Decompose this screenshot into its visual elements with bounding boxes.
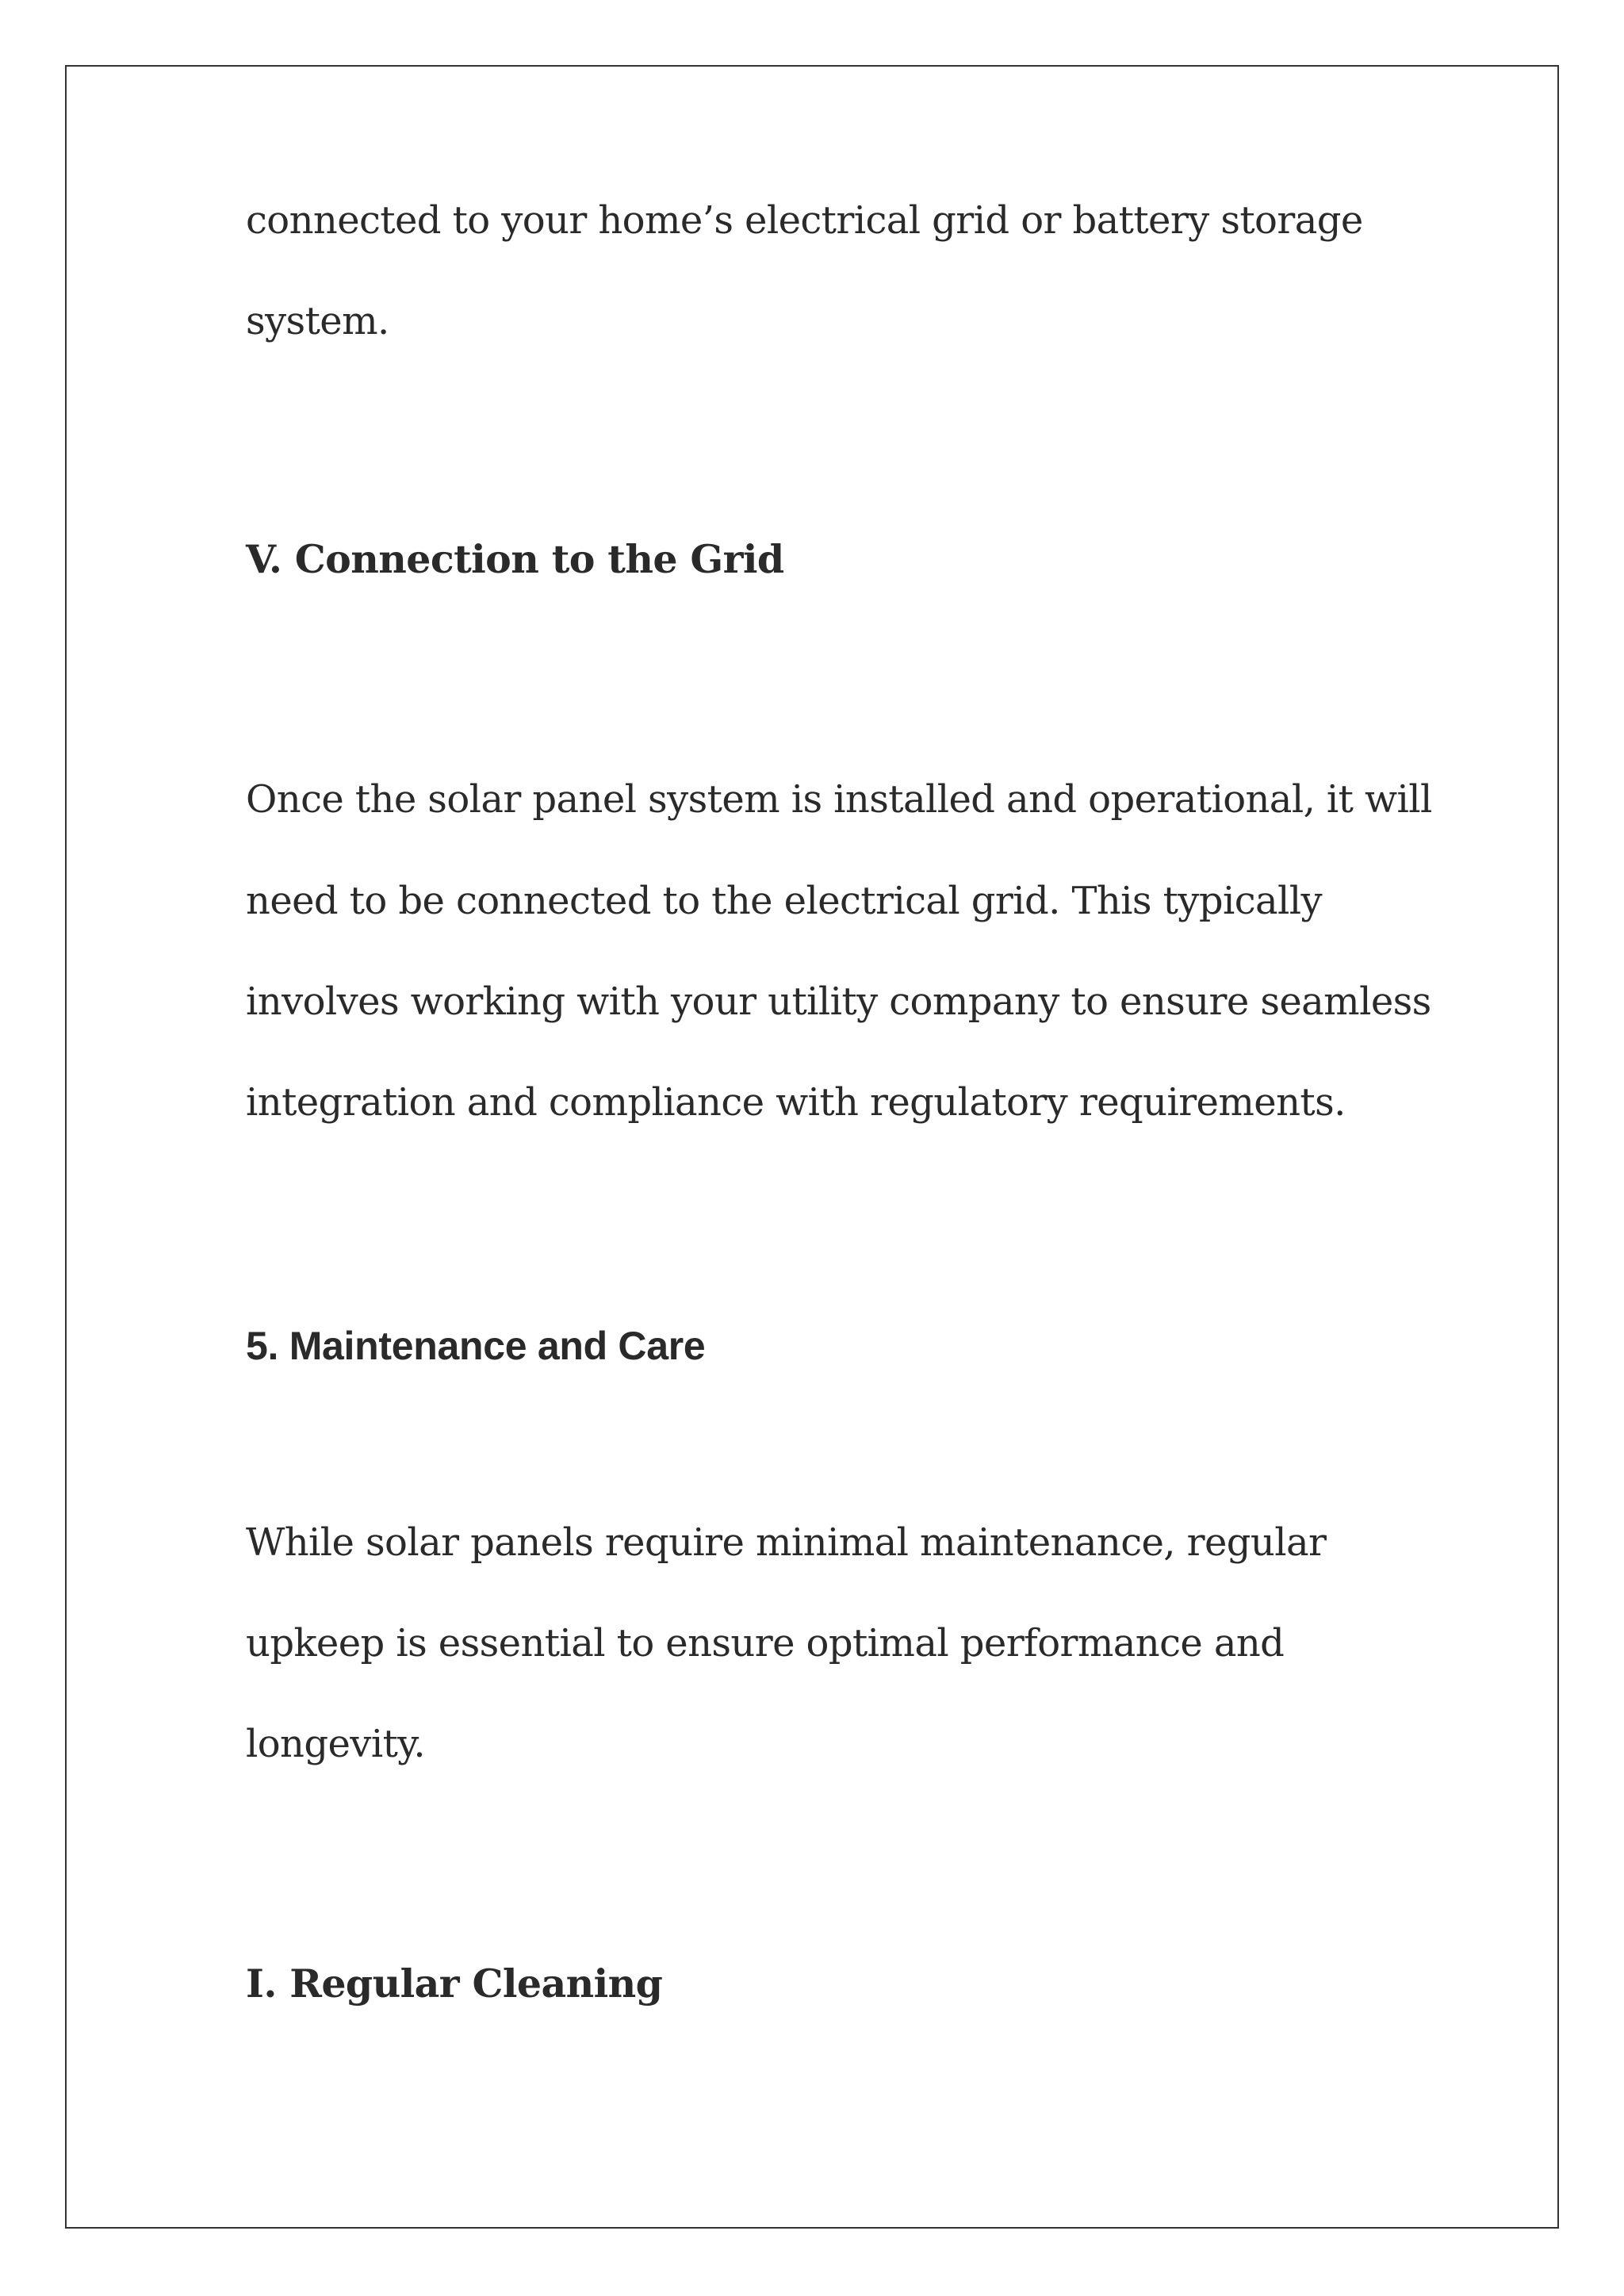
- heading-maintenance-and-care: 5. Maintenance and Care: [246, 1324, 706, 1368]
- paragraph-connection-line-2: need to be connected to the electrical grid. This typically: [246, 879, 1323, 923]
- paragraph-maintenance-line-3: longevity.: [246, 1722, 426, 1766]
- paragraph-connection-line-4: integration and compliance with regulatory requirements.: [246, 1080, 1346, 1125]
- heading-regular-cleaning: I. Regular Cleaning: [246, 1961, 663, 2007]
- paragraph-intro-line-2: system.: [246, 299, 389, 343]
- page-border: [65, 65, 1559, 2229]
- heading-connection-to-grid: V. Connection to the Grid: [246, 536, 784, 582]
- paragraph-connection-line-3: involves working with your utility company to ensure seamless: [246, 979, 1431, 1024]
- paragraph-maintenance-line-1: While solar panels require minimal maintenance, regular: [246, 1520, 1327, 1565]
- paragraph-intro-line-1: connected to your home’s electrical grid or battery storage: [246, 198, 1363, 243]
- paragraph-maintenance-line-2: upkeep is essential to ensure optimal performance and: [246, 1621, 1285, 1665]
- paragraph-connection-line-1: Once the solar panel system is installed and operational, it will: [246, 777, 1432, 822]
